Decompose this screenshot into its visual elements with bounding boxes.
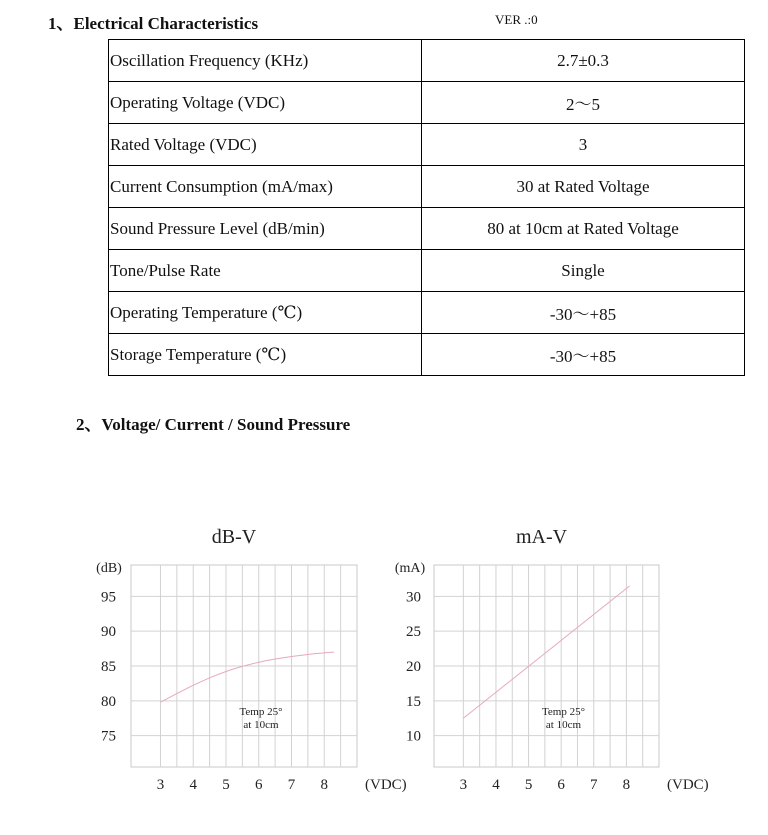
- ma-v-chart: [390, 515, 768, 815]
- spec-parameter: Operating Voltage (VDC): [109, 82, 422, 124]
- spec-parameter: Oscillation Frequency (KHz): [109, 40, 422, 82]
- spec-value: 3: [422, 124, 745, 166]
- spec-value: -30～+85: [422, 292, 745, 334]
- spec-row: [109, 292, 745, 334]
- y-tick-label: 85: [101, 659, 116, 675]
- chart-title: dB-V: [211, 526, 257, 548]
- spec-row: [109, 40, 745, 82]
- x-tick-label: 3: [459, 777, 468, 793]
- chart-annotation: at 10cm: [545, 719, 582, 731]
- spec-value: 2～5: [422, 82, 745, 124]
- chart-annotation: Temp 25°: [541, 706, 586, 718]
- y-tick-label: 80: [101, 693, 116, 710]
- chart-annotation: at 10cm: [243, 719, 279, 731]
- chart-annotation: Temp 25°: [239, 706, 283, 718]
- x-tick-label: 8: [622, 777, 631, 793]
- x-tick-label: 6: [254, 777, 263, 793]
- section-1-heading: 1、Electrical Characteristics: [48, 14, 259, 33]
- spec-parameter: Sound Pressure Level (dB/min): [109, 208, 422, 250]
- y-axis-label: (dB): [96, 561, 122, 576]
- x-tick-label: 7: [590, 777, 598, 793]
- x-tick-label: 5: [524, 777, 533, 793]
- y-tick-label: 25: [406, 624, 421, 641]
- spec-parameter: Tone/Pulse Rate: [109, 250, 422, 292]
- spec-row: [109, 250, 745, 292]
- y-tick-label: 95: [101, 589, 116, 606]
- section-2-heading: 2、Voltage/ Current / Sound Pressure: [76, 415, 351, 434]
- x-tick-label: 7: [287, 777, 296, 793]
- spec-row: [109, 208, 745, 250]
- spec-value: 80 at 10cm at Rated Voltage: [422, 208, 745, 250]
- db-v-chart: [0, 515, 407, 815]
- spec-row: [109, 334, 745, 376]
- x-tick-label: 4: [189, 777, 197, 793]
- spec-value: 30 at Rated Voltage: [422, 166, 745, 208]
- y-tick-label: 75: [101, 728, 116, 745]
- x-axis-label: (VDC): [365, 777, 407, 793]
- version-label: VER .:0: [495, 12, 538, 27]
- x-tick-label: 8: [320, 777, 328, 793]
- data-series-line: [463, 586, 629, 718]
- spec-row: [109, 124, 745, 166]
- chart-title: mA-V: [515, 526, 568, 548]
- spec-value: Single: [422, 250, 745, 292]
- electrical-characteristics-table: [108, 39, 745, 376]
- x-tick-label: 4: [492, 777, 500, 793]
- y-tick-label: 20: [406, 659, 421, 675]
- spec-parameter: Operating Temperature (℃): [109, 292, 422, 334]
- spec-row: [109, 82, 745, 124]
- y-axis-label: (mA): [394, 561, 426, 576]
- y-tick-label: 30: [406, 589, 421, 606]
- x-tick-label: 5: [222, 777, 230, 793]
- spec-parameter: Current Consumption (mA/max): [109, 166, 422, 208]
- spec-value: -30～+85: [422, 334, 745, 376]
- y-tick-label: 90: [101, 624, 116, 641]
- spec-parameter: Storage Temperature (℃): [109, 334, 422, 376]
- x-tick-label: 6: [557, 777, 565, 793]
- spec-value: 2.7±0.3: [422, 40, 745, 82]
- x-tick-label: 3: [156, 777, 165, 793]
- x-axis-label: (VDC): [667, 777, 709, 793]
- spec-row: [109, 166, 745, 208]
- y-tick-label: 10: [406, 728, 421, 745]
- y-tick-label: 15: [406, 693, 421, 710]
- spec-parameter: Rated Voltage (VDC): [109, 124, 422, 166]
